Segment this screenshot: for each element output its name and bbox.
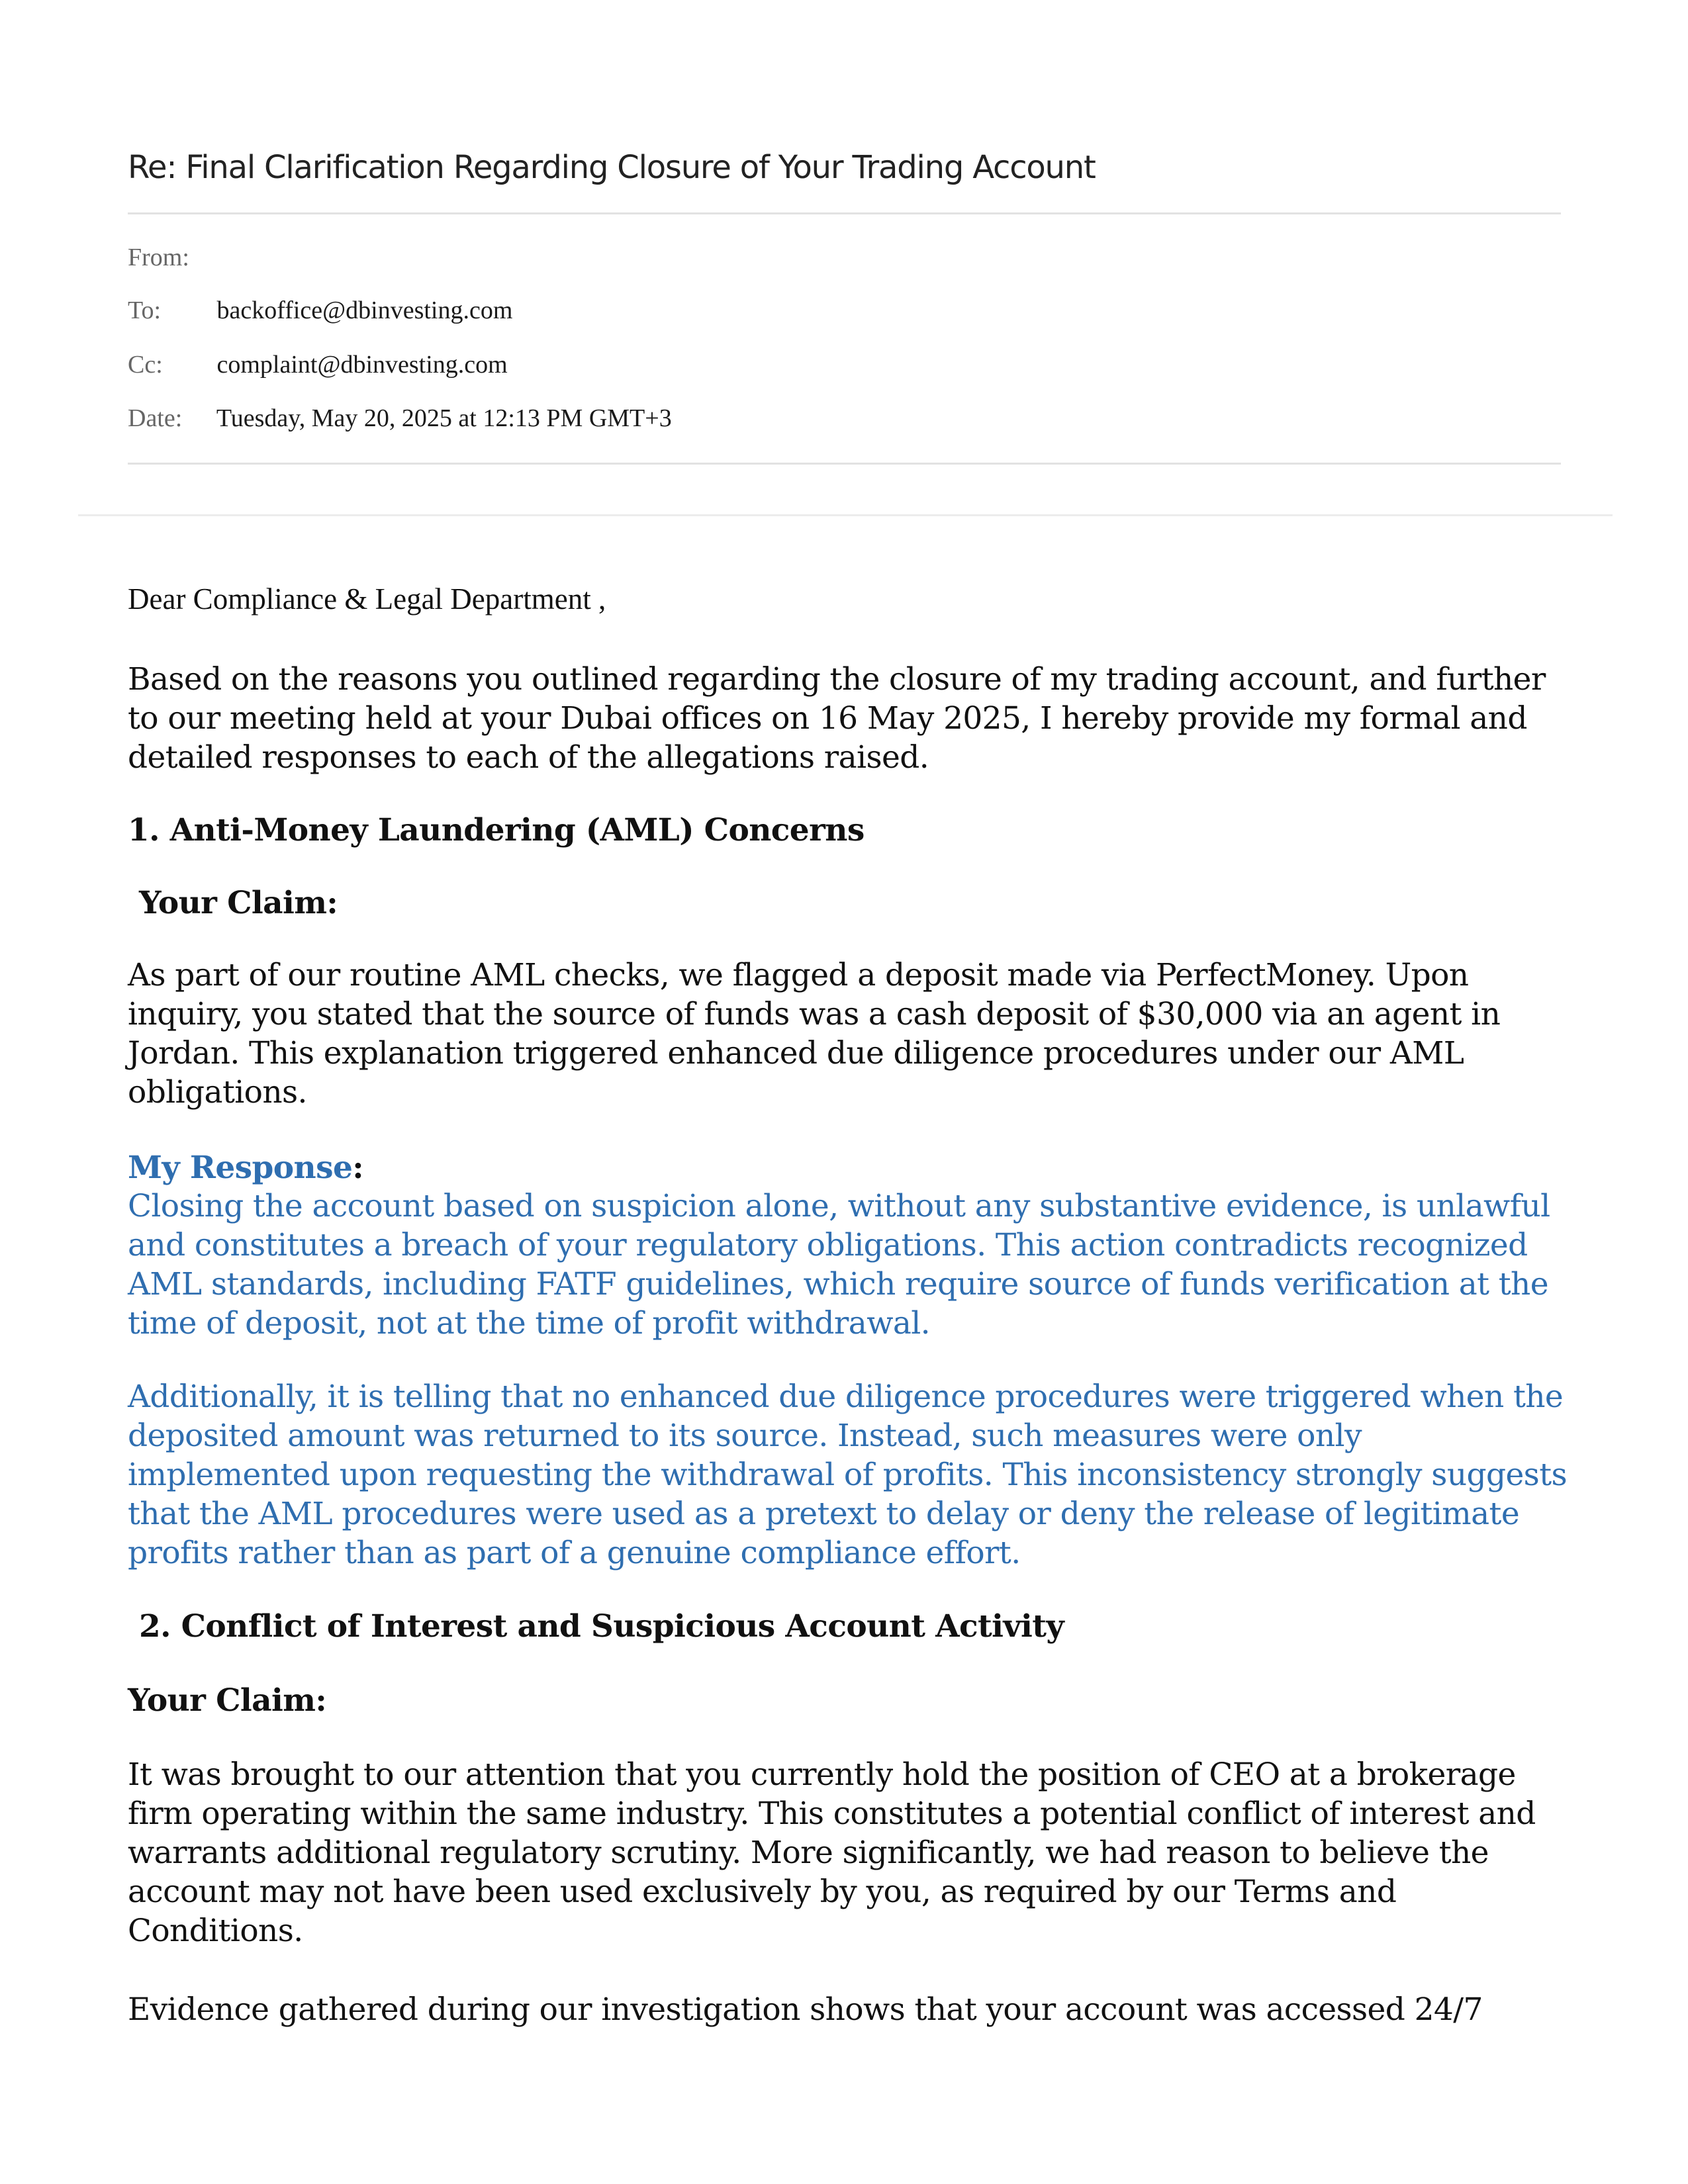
section-2-claim-label: Your Claim: (128, 1682, 327, 1719)
subject-divider (128, 212, 1561, 214)
cc-label: Cc: (128, 351, 163, 379)
greeting: Dear Compliance & Legal Department , (128, 582, 606, 615)
response-label-text: My Response (128, 1150, 353, 1186)
header-from-row (128, 243, 211, 272)
header-cc-row (128, 350, 508, 379)
date-value: Tuesday, May 20, 2025 at 12:13 PM GMT+3 (216, 404, 672, 432)
cc-address[interactable]: complaint@dbinvesting.com (216, 351, 508, 379)
date-label: Date: (128, 404, 183, 432)
section-1-heading: 1. Anti-Money Laundering (AML) Concerns (128, 812, 865, 848)
to-address[interactable]: backoffice@dbinvesting.com (216, 296, 513, 324)
section-1-claim-label: Your Claim: (139, 885, 338, 921)
section-1-claim-text: As part of our routine AML checks, we flagged a deposit made via PerfectMoney. Upon inquiry, you stated that the source of funds was a cash deposit of $30,000 via an agent in Jordan. This explanation triggered enhanced due diligence procedures under our AML obligations. (128, 957, 1501, 1111)
body-divider (78, 514, 1613, 516)
section-1-response-paragraph-1: Closing the account based on suspicion alone, without any substantive evidence, is unlawful and constitutes a breach of your regulatory obligations. This action contradicts recognized AML standards, including FATF guidelines, which require source of funds verification at the time of deposit, not at the time of profit withdrawal. (128, 1188, 1550, 1342)
section-2-claim-paragraph-2: Evidence gathered during our investigation shows that your account was accessed 24/7 (128, 1991, 1483, 2028)
header-date-row (128, 404, 672, 433)
section-2-claim-paragraph-1: It was brought to our attention that you currently hold the position of CEO at a brokerage firm operating within the same industry. This constitutes a potential conflict of interest and warrants additional regulatory scrutiny. More significantly, we had reason to believe the account may not have been used exclusively by you, as required by our Terms and Conditions. (128, 1756, 1536, 1949)
section-2-heading: 2. Conflict of Interest and Suspicious Account Activity (139, 1608, 1064, 1645)
section-1-response-paragraph-2: Additionally, it is telling that no enhanced due diligence procedures were triggered when the deposited amount was returned to its source. Instead, such measures were only implemented upon requesting the withdrawal of profits. This inconsistency strongly suggests that the AML procedures were used as a pretext to delay or deny the release of legitimate profits rather than as part of a genuine compliance effort. (128, 1379, 1567, 1571)
intro-paragraph: Based on the reasons you outlined regarding the closure of my trading account, and further to our meeting held at your Dubai offices on 16 May 2025, I hereby provide my formal and detailed responses to each of the allegations raised. (128, 661, 1546, 776)
section-1-response-label (128, 1148, 1568, 1187)
response-label-colon: : (352, 1150, 364, 1186)
from-label: From: (128, 244, 189, 271)
header-divider (128, 463, 1561, 465)
header-to-row (128, 296, 512, 325)
email-subject: Re: Final Clarification Regarding Closure of Your Trading Account (128, 149, 1096, 186)
to-label: To: (128, 296, 162, 324)
